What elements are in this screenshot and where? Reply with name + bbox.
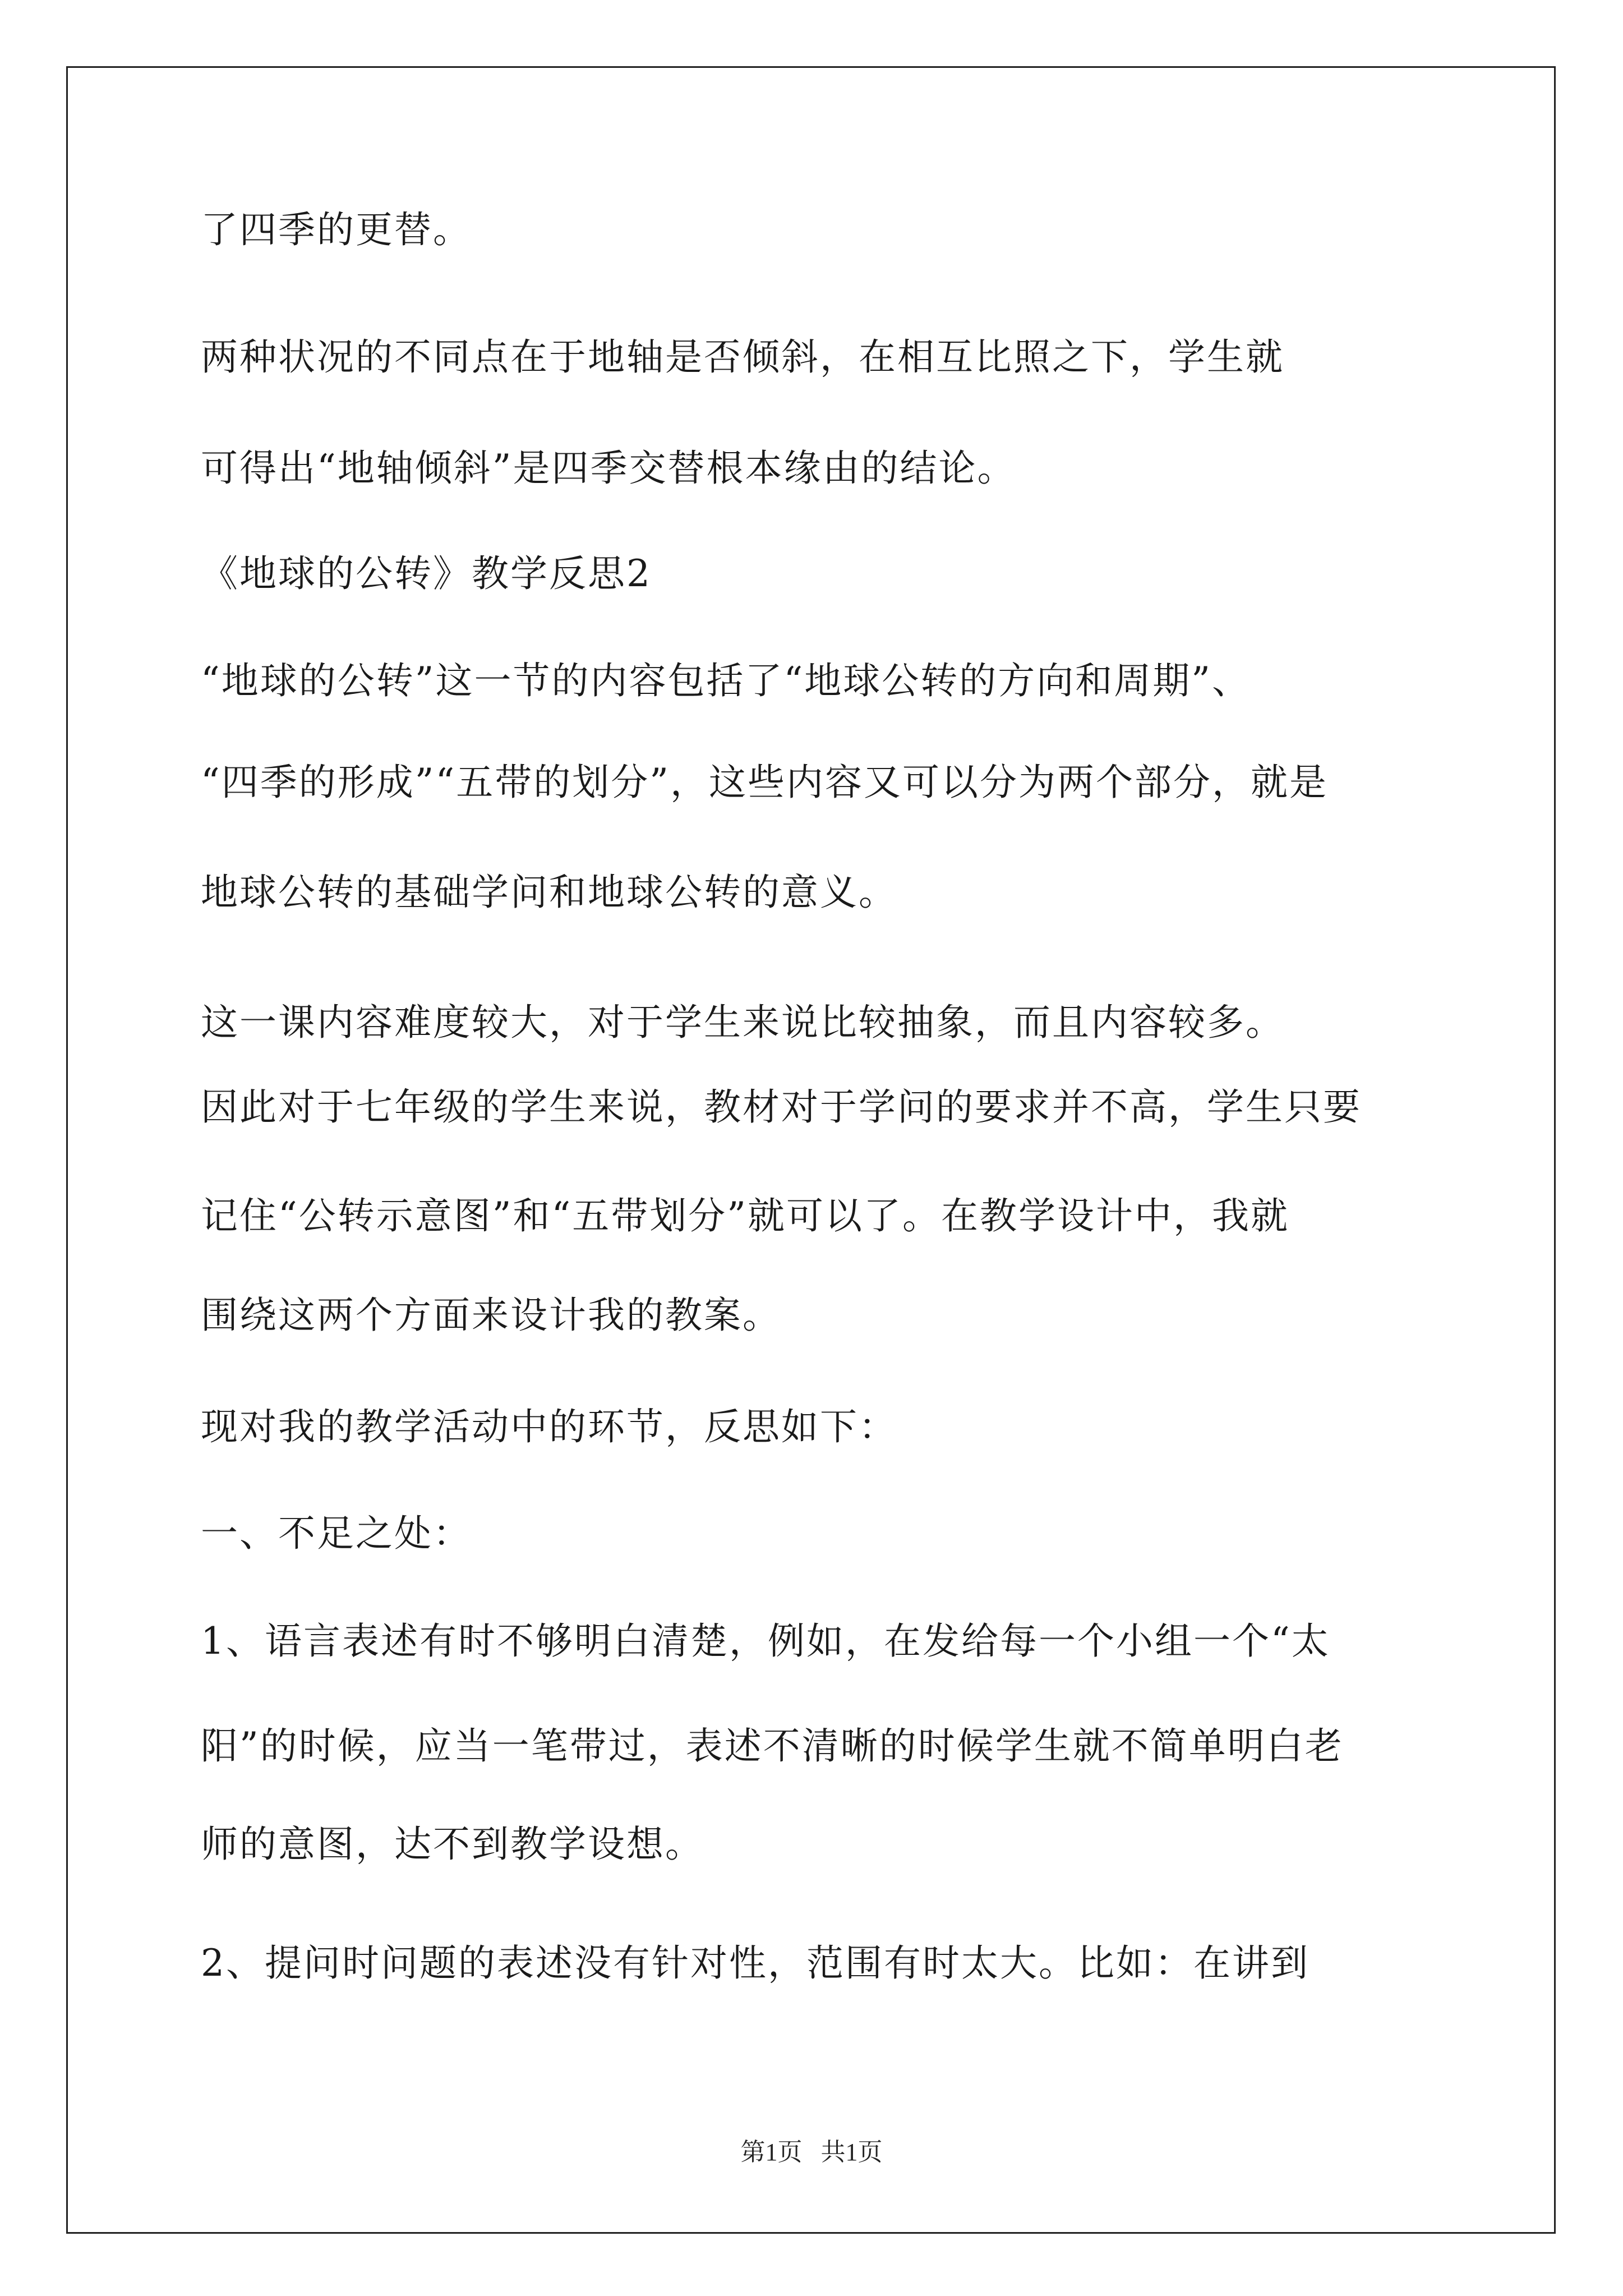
text-line: 一、不足之处：	[201, 1512, 472, 1555]
text-line: “四季的形成”“五带的划分”，这些内容又可以分为两个部分，就是	[201, 761, 1328, 804]
section-heading: 《地球的公转》教学反思2	[201, 552, 652, 595]
text-line: 两种状况的不同点在于地轴是否倾斜，在相互比照之下，学生就	[201, 335, 1284, 379]
text-line: 围绕这两个方面来设计我的教案。	[201, 1294, 781, 1337]
page-footer: 第1页 共1页	[740, 2138, 883, 2166]
text-line: 因此对于七年级的学生来说，教材对于学问的要求并不高，学生只要	[201, 1085, 1362, 1129]
text-line: 这一课内容难度较大，对于学生来说比较抽象，而且内容较多。	[201, 1001, 1284, 1044]
text-line: 阳”的时候，应当一笔带过，表述不清晰的时候学生就不简单明白老	[201, 1724, 1344, 1768]
text-line: 地球公转的基础学问和地球公转的意义。	[201, 871, 897, 914]
text-line: 现对我的教学活动中的环节，反思如下：	[201, 1405, 897, 1448]
text-line: 了四季的更替。	[201, 208, 472, 251]
text-line: 师的意图，达不到教学设想。	[201, 1823, 704, 1866]
text-line: 1、语言表述有时不够明白清楚，例如，在发给每一个小组一个“太	[201, 1619, 1330, 1663]
text-line: 可得出“地轴倾斜”是四季交替根本缘由的结论。	[201, 447, 1016, 490]
page-border	[66, 66, 1556, 2234]
text-line: 2、提问时问题的表述没有针对性，范围有时太大。比如：在讲到	[201, 1941, 1310, 1985]
text-line: 记住“公转示意图”和“五带划分”就可以了。在教学设计中，我就	[201, 1194, 1289, 1237]
text-line: “地球的公转”这一节的内容包括了“地球公转的方向和周期”、	[201, 659, 1251, 702]
